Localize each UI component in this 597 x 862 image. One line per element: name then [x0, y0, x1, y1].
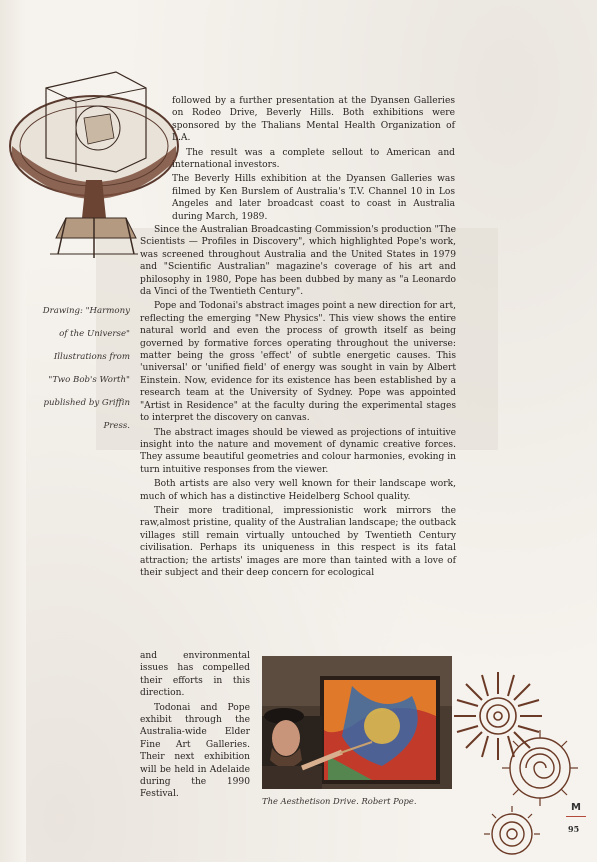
paragraph: The abstract images should be viewed as projections of intuitive insight into the nature and movement of dynamic creative forces. They assume beautiful geometries and colour harmonies, evoking in turn intuitive responses from the viewer.	[140, 427, 456, 475]
page-number-rule	[566, 816, 586, 817]
paragraph: Since the Australian Broadcasting Commission's production "The Scientists — Profiles in Discovery", which highlighted Pope's work, was screened throughout Australia and the United States in 1979 and "Scientific Australian" magazine's coverage of his art and philosophy in 1980, Pope has been dubbed by many as "a Leonardo da Vinci of the Twentieth Century".	[140, 225, 456, 298]
caption-line: Press.	[103, 421, 130, 431]
caption-line: published by Griffin	[43, 398, 130, 408]
paragraph: Both artists are also very well known for their landscape work, much of which has a distinctive Heidelberg School quality.	[140, 479, 456, 502]
paragraph: The result was a complete sellout to American and international investors.	[172, 147, 455, 171]
spiral-emblem-icon	[500, 728, 580, 808]
page-number: 95	[568, 824, 580, 834]
drawing-caption	[22, 300, 130, 438]
paragraph: Pope and Todonai's abstract images point a new direction for art, reflecting the emerging "New Physics". This view shows the entire natural world and even the process of growth itself as being governed by formative forces operating throughout the universe: matter being the gross 'effect' of subtle energetic causes. This 'universal' or 'unified field' of energy was sought in vain by Albert Einstein. Now, evidence for its existence has been established by a research team at the University of Sydney. Pope was appointed "Artist in Residence" at the faculty during the experimental stages to interpret the discovery on canvas.	[140, 301, 456, 424]
paragraph: followed by a further presentation at the Dyansen Galleries on Rodeo Drive, Beverly Hills. Both exhibitions were sponsored by the Thalians Mental Health Organization of L.A.	[172, 96, 455, 144]
artist-photo-image	[262, 656, 452, 789]
paragraph: Their more traditional, impressionistic work mirrors the raw,almost pristine, quality of the Australian landscape; the outback villages still remain virtually untouched by Twentieth Century civilisation. Perhaps its uniqueness in this respect is its fatal attraction; the artists' images are more than tainted with a love of their subject and their deep concern for ecological	[140, 505, 456, 578]
caption-line: Drawing: "Harmony	[42, 306, 130, 316]
article-main-column	[140, 224, 456, 581]
caption-line: "Two Bob's Worth"	[48, 375, 130, 385]
paragraph: The Beverly Hills exhibition at the Dyansen Galleries was filmed by Ken Burslem of Australia's T.V. Channel 10 in Los Angeles and later broadcast coast to coast in Australia during March, 1989.	[172, 174, 455, 222]
artist-photo	[262, 656, 452, 789]
sun-emblem-small-icon	[482, 804, 542, 862]
article-narrow-column	[140, 650, 250, 803]
caption-line: Illustrations from	[53, 352, 130, 362]
photo-caption: The Aesthetison Drive. Robert Pope.	[262, 796, 417, 806]
caption-line: of the Universe"	[59, 329, 130, 339]
paragraph: and environmental issues has compelled their efforts in this direction.	[140, 651, 250, 699]
paragraph: Todonai and Pope exhibit through the Australia-wide Elder Fine Art Galleries. Their next exhibition will be held in Adelaide during the 1990 Festival.	[140, 702, 250, 800]
article-top-column	[172, 95, 455, 225]
section-letter: M	[571, 802, 581, 813]
